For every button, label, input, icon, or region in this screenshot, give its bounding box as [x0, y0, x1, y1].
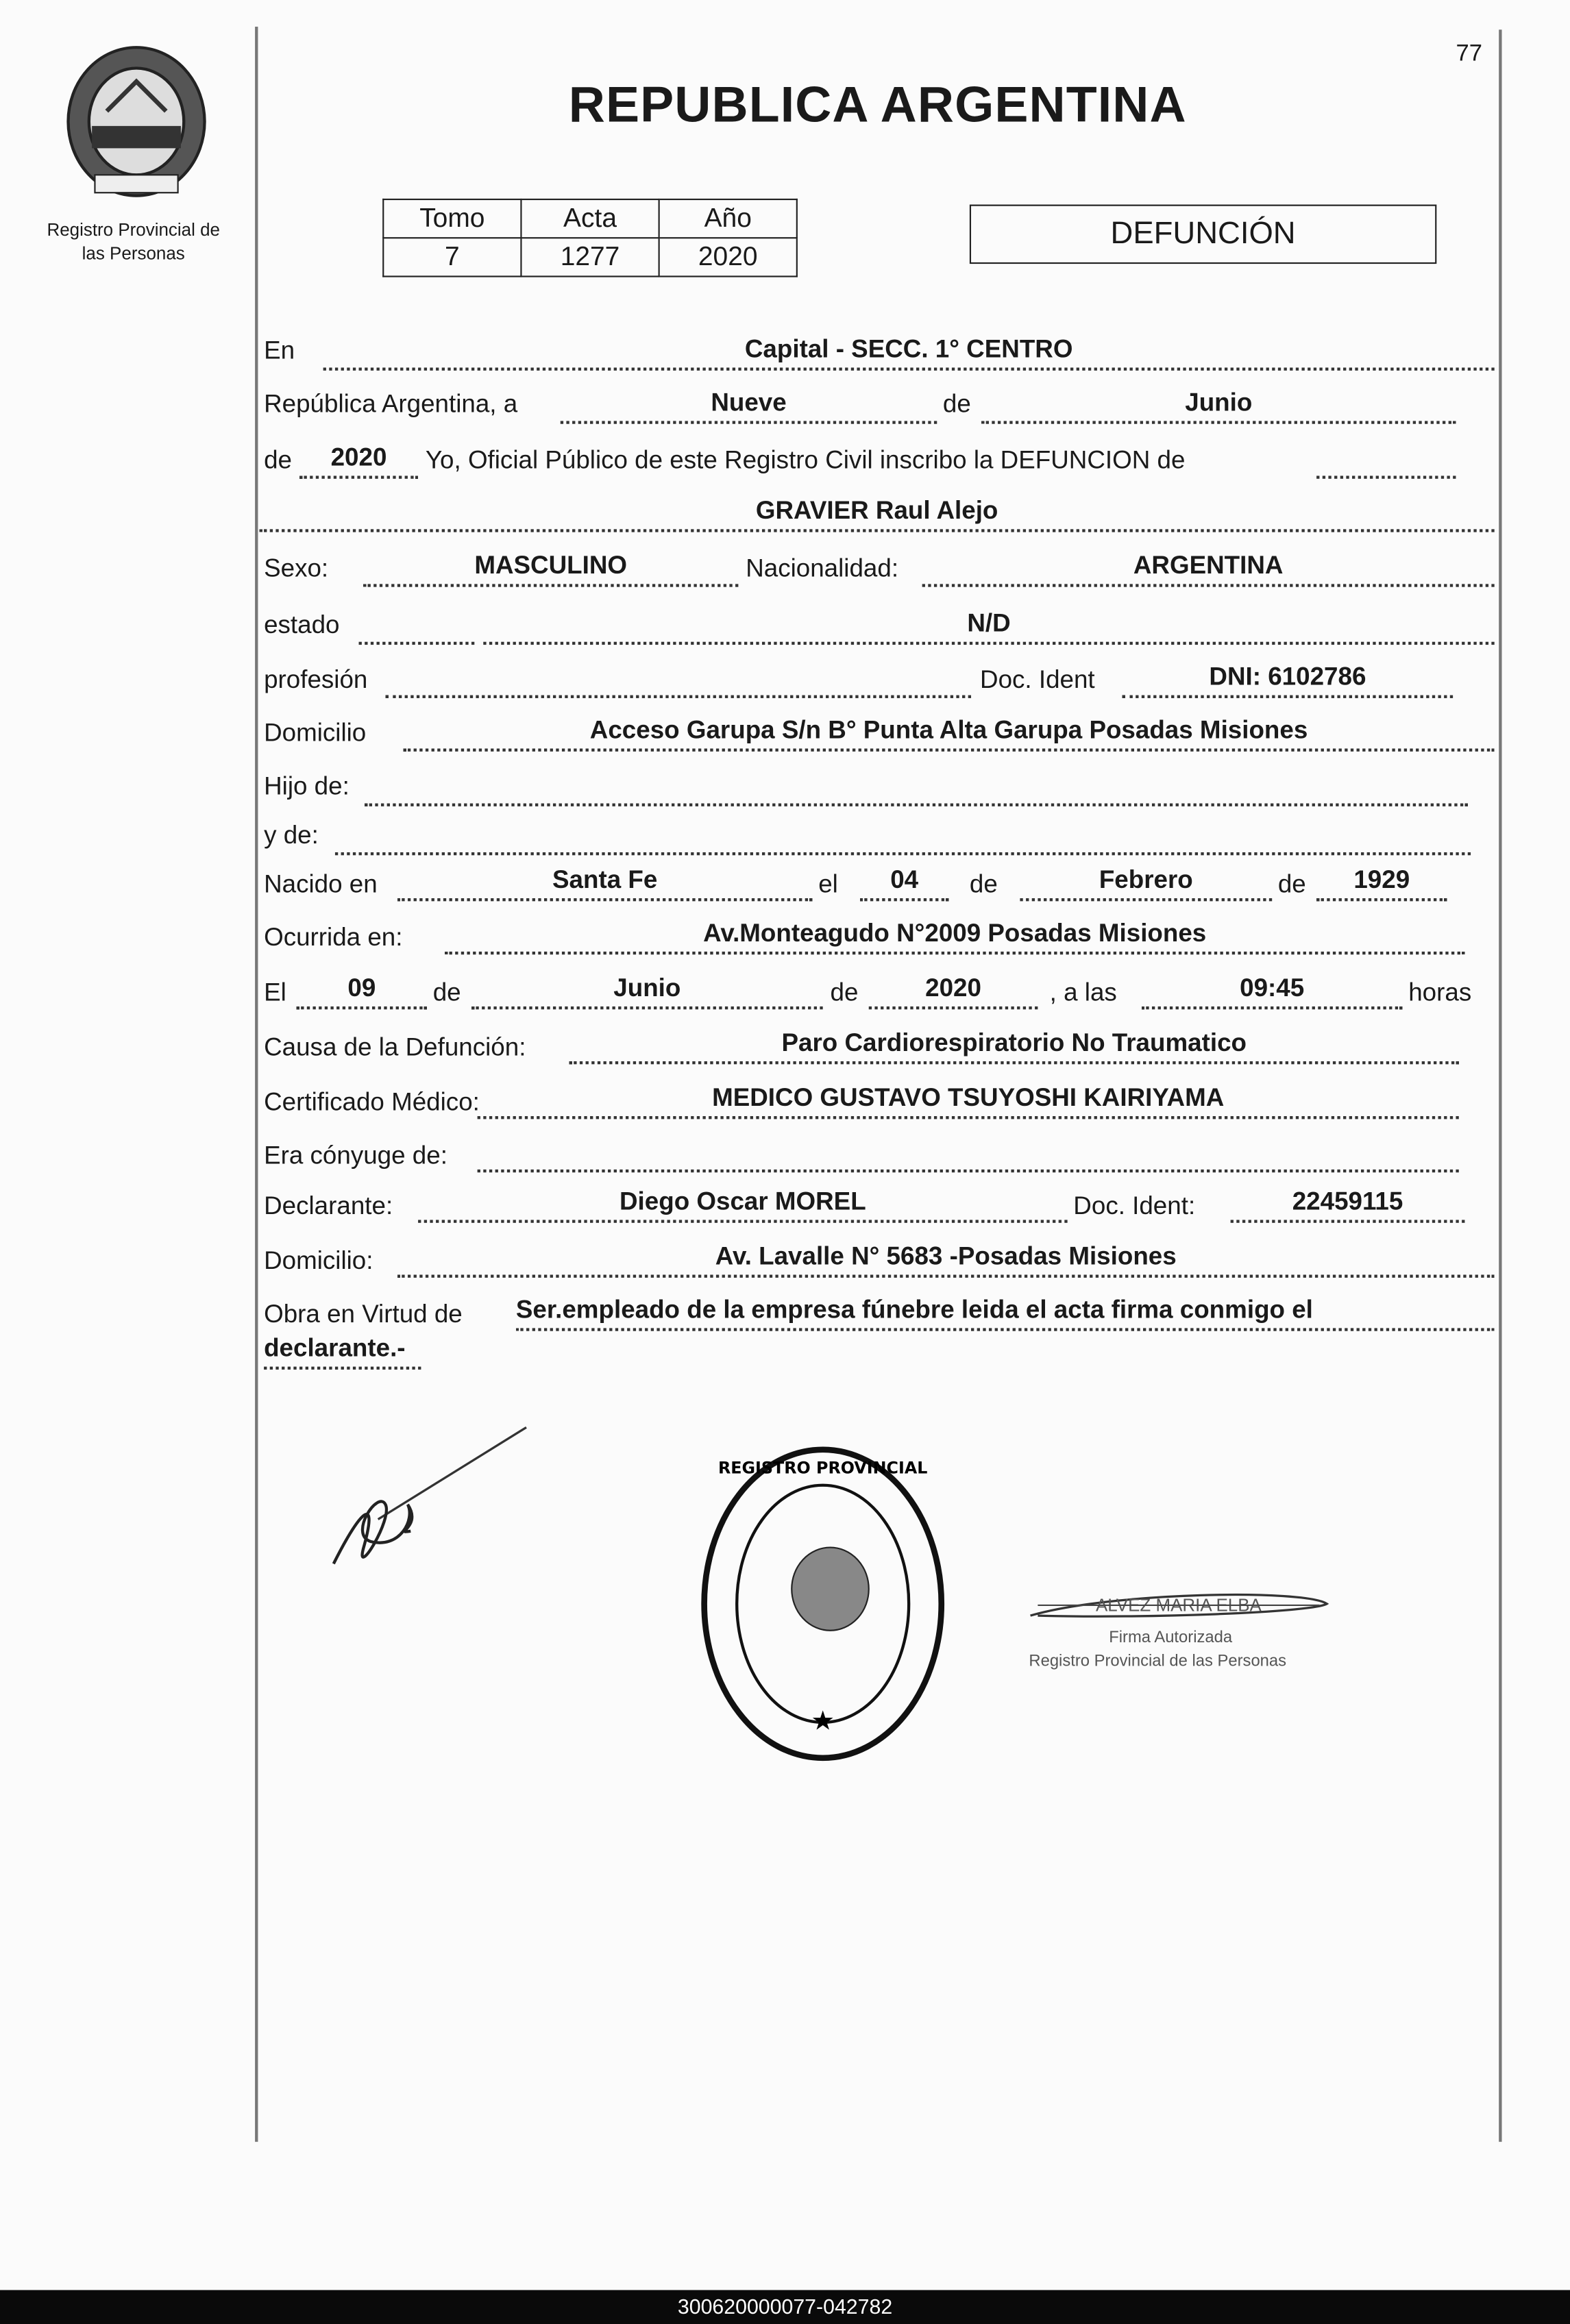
place-field: Capital - SECC. 1° CENTRO	[323, 335, 1495, 371]
estado-blank-field	[359, 609, 475, 645]
profesion-label: profesión	[264, 665, 368, 694]
obra-field: Ser.empleado de la empresa fúnebre leida el acta firma conmigo el	[516, 1296, 1495, 1331]
sexo-field: MASCULINO	[363, 552, 738, 587]
domicilio-label: Domicilio	[264, 719, 367, 747]
domicilio-field: Acceso Garupa S/n B° Punta Alta Garupa Posadas Misiones	[403, 716, 1494, 752]
doc-ident-label: Doc. Ident	[980, 665, 1095, 694]
decl-doc-field: 22459115	[1231, 1187, 1465, 1223]
month-field: Junio	[981, 388, 1456, 424]
registry-signature-line: Registro Provincial de las Personas	[1029, 1653, 1287, 1671]
header-tomo: Tomo	[383, 199, 521, 238]
value-ano: 2020	[659, 238, 797, 276]
el-label: el	[818, 869, 838, 899]
nacionalidad-field: ARGENTINA	[922, 552, 1495, 587]
page-number: 77	[1456, 41, 1482, 67]
authorized-signature	[1023, 1589, 1334, 1622]
ocurrida-label: Ocurrida en:	[264, 923, 403, 952]
declarante-field: Diego Oscar MOREL	[418, 1187, 1068, 1223]
official-text: Yo, Oficial Público de este Registro Civil inscribo la DEFUNCION de	[425, 446, 1186, 475]
firma-autorizada: Firma Autorizada	[1109, 1629, 1233, 1647]
certificado-label: Certificado Médico:	[264, 1087, 480, 1117]
certificado-field: MEDICO GUSTAVO TSUYOSHI KAIRIYAMA	[478, 1083, 1459, 1119]
svg-text:REGISTRO PROVINCIAL: REGISTRO PROVINCIAL	[717, 1458, 928, 1478]
death-month-field: Junio	[471, 974, 823, 1009]
de-label: de	[830, 978, 859, 1006]
day-words-field: Nueve	[561, 388, 937, 424]
el-cap-label: El	[264, 978, 286, 1006]
registry-line-1: Registro Provincial de	[47, 219, 220, 240]
estado-field: N/D	[483, 609, 1494, 645]
left-margin-line	[255, 27, 258, 2142]
de-label: de	[942, 389, 971, 419]
de-label: de	[264, 446, 293, 475]
year-field: 2020	[299, 443, 418, 479]
doc-ident-field: DNI: 6102786	[1123, 663, 1453, 698]
profesion-field	[385, 663, 971, 698]
document-type-box: DEFUNCIÓN	[970, 205, 1436, 264]
birth-day-field: 04	[860, 865, 949, 901]
declarante-label: Declarante:	[264, 1191, 393, 1220]
y-de-label: y de:	[264, 821, 319, 850]
misiones-seal-logo	[62, 45, 210, 199]
hijo-label: Hijo de:	[264, 772, 349, 801]
record-table	[382, 199, 798, 277]
en-label: En	[264, 336, 295, 365]
nacido-en-field: Santa Fe	[397, 865, 813, 901]
birth-month-field: Febrero	[1020, 865, 1272, 901]
signatory-name: ALVEZ MARIA ELBA	[1095, 1594, 1262, 1616]
right-margin-line	[1499, 29, 1501, 2142]
a-las-label: , a las	[1049, 978, 1117, 1006]
de-label: de	[432, 978, 461, 1006]
blank-field	[1316, 443, 1456, 479]
obra-label: Obra en Virtud de	[264, 1300, 463, 1328]
document-id-footer: 300620000077-042782	[0, 2290, 1570, 2324]
value-acta: 1277	[521, 238, 659, 276]
sexo-label: Sexo:	[264, 554, 329, 583]
horas-label: horas	[1408, 978, 1472, 1006]
nacido-label: Nacido en	[264, 869, 378, 899]
causa-label: Causa de la Defunción:	[264, 1033, 526, 1061]
de-label: de	[1277, 869, 1306, 899]
nacionalidad-label: Nacionalidad:	[746, 554, 899, 583]
decl-doc-label: Doc. Ident:	[1073, 1191, 1196, 1220]
decl-domicilio-field: Av. Lavalle N° 5683 -Posadas Misiones	[397, 1242, 1495, 1278]
registry-name	[15, 218, 252, 265]
death-time-field: 09:45	[1142, 974, 1403, 1009]
header-acta: Acta	[521, 199, 659, 238]
de-label: de	[969, 869, 998, 899]
registry-line-2: las Personas	[82, 243, 185, 264]
y-de-field	[335, 819, 1471, 855]
svg-text:★: ★	[811, 1705, 835, 1737]
decl-domicilio-label: Domicilio:	[264, 1246, 373, 1275]
official-stamp	[697, 1441, 949, 1767]
birth-year-field: 1929	[1316, 865, 1447, 901]
declarant-signature	[319, 1416, 541, 1586]
ocurrida-field: Av.Monteagudo N°2009 Posadas Misiones	[445, 919, 1464, 954]
obra-continuation: declarante.-	[264, 1334, 421, 1370]
page-title: REPUBLICA ARGENTINA	[568, 77, 1187, 134]
causa-field: Paro Cardiorespiratorio No Traumatico	[569, 1028, 1459, 1064]
conyuge-label: Era cónyuge de:	[264, 1141, 447, 1170]
republica-label: República Argentina, a	[264, 389, 518, 419]
conyuge-field	[478, 1137, 1459, 1172]
deceased-name-field: GRAVIER Raul Alejo	[260, 497, 1495, 532]
estado-label: estado	[264, 610, 340, 639]
death-day-field: 09	[297, 974, 427, 1009]
header-ano: Año	[659, 199, 797, 238]
hijo-field	[365, 771, 1468, 806]
value-tomo: 7	[383, 238, 521, 276]
death-year-field: 2020	[869, 974, 1038, 1009]
